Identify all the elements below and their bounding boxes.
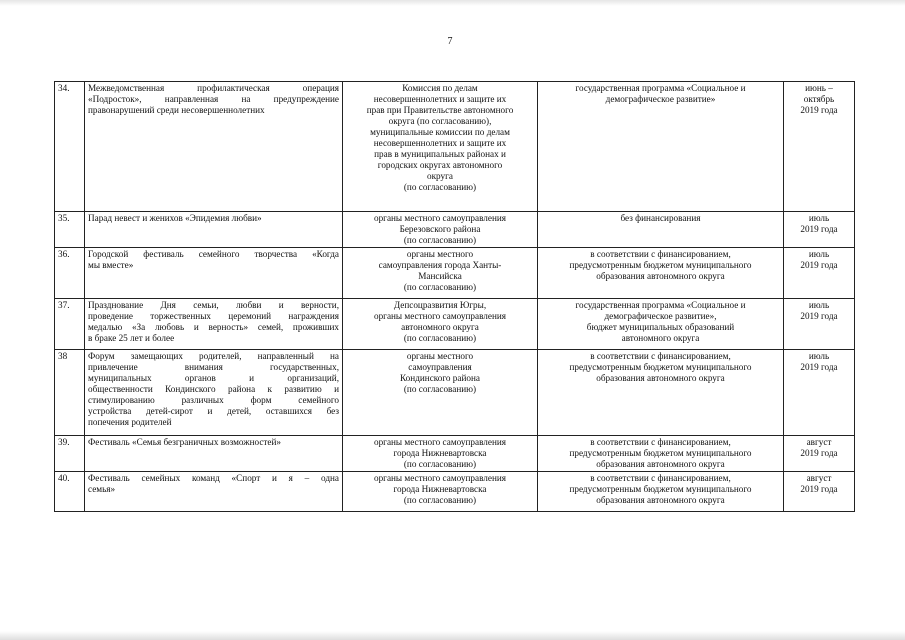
table-body: [55, 82, 855, 512]
event-line: правонарушений среди несовершеннолетних: [88, 105, 265, 115]
organizer-cell: [343, 472, 538, 512]
table-row: [55, 82, 855, 212]
event-line: Форум замещающих родителей, направленный на: [88, 351, 339, 361]
date-line: 2019 года: [800, 224, 838, 234]
table-row: [55, 350, 855, 436]
financing-cell: [538, 350, 784, 436]
date-line: 2019 года: [800, 362, 838, 372]
financing-cell: [538, 472, 784, 512]
event-cell: [85, 82, 343, 212]
organizer-line: (по согласованию): [403, 333, 477, 343]
event-line: Городской фестиваль семейного творчества «Когда: [88, 249, 339, 259]
organizer-line: города Нижневартовска: [393, 448, 487, 458]
event-line: мы вместе»: [88, 260, 134, 270]
page-number: 7: [447, 36, 453, 47]
organizer-cell: [343, 212, 538, 248]
organizer-cell: [343, 82, 538, 212]
event-line: проведение торжественных церемоний награждения: [88, 311, 339, 321]
date-line: август: [806, 473, 832, 483]
organizer-line: округа: [427, 171, 453, 181]
event-cell: [85, 299, 343, 350]
organizer-line: несовершеннолетних и защите их: [373, 138, 507, 148]
financing-line: в соответствии с финансированием,: [590, 249, 731, 259]
financing-line: в соответствии с финансированием,: [590, 437, 731, 447]
event-line: попечения родителей: [88, 417, 172, 427]
event-schedule-table: [54, 81, 855, 512]
organizer-line: Березовского района: [399, 224, 481, 234]
financing-line: бюджет муниципальных образований: [586, 322, 735, 332]
event-line: Межведомственная профилактическая операция: [88, 83, 339, 93]
row-number-cell: 35.: [55, 212, 85, 248]
financing-line: демографическое развитие»,: [604, 311, 717, 321]
organizer-line: городских округах автономного: [377, 160, 503, 170]
date-cell: [784, 350, 855, 436]
financing-line: образования автономного округа: [596, 459, 725, 469]
financing-line: демографическое развитие»: [605, 94, 716, 104]
scan-edge-bottom: [0, 631, 905, 640]
date-line: июнь –: [805, 83, 833, 93]
date-line: 2019 года: [800, 311, 838, 321]
date-cell: [784, 436, 855, 472]
date-line: июль: [808, 213, 830, 223]
date-cell: [784, 212, 855, 248]
organizer-line: (по согласованию): [403, 182, 477, 192]
financing-line: предусмотренным бюджетом муниципального: [569, 484, 752, 494]
organizer-line: (по согласованию): [403, 459, 477, 469]
event-line: привлечение внимания государственных,: [88, 362, 339, 372]
financing-cell: [538, 436, 784, 472]
organizer-line: автономного округа: [401, 322, 479, 332]
financing-line: образования автономного округа: [596, 271, 725, 281]
event-line: Фестиваль семейных команд «Спорт и я – одна: [88, 473, 339, 483]
date-cell: [784, 82, 855, 212]
row-number-cell: 34.: [55, 82, 85, 212]
organizer-line: органы местного: [406, 351, 474, 361]
event-line: медалью «За любовь и верность» семей, проживших: [88, 322, 339, 332]
financing-cell: [538, 212, 784, 248]
organizer-line: округа (по согласованию),: [388, 116, 492, 126]
table-row: [55, 436, 855, 472]
event-line: устройства детей-сирот и детей, оставшихся без: [88, 406, 339, 416]
organizer-cell: [343, 299, 538, 350]
date-cell: [784, 299, 855, 350]
financing-line: образования автономного округа: [596, 495, 725, 505]
event-cell: [85, 248, 343, 299]
organizer-line: органы местного самоуправления: [373, 311, 507, 321]
financing-line: государственная программа «Социальное и: [575, 83, 746, 93]
organizer-line: органы местного самоуправления: [373, 213, 507, 223]
organizer-line: Депсоцразвития Югры,: [393, 300, 487, 310]
financing-line: без финансирования: [620, 213, 701, 223]
financing-cell: [538, 82, 784, 212]
organizer-line: муниципальные комиссии по делам: [370, 127, 510, 137]
event-line: стимулированию различных форм семейного: [88, 395, 339, 405]
date-line: 2019 года: [800, 105, 838, 115]
row-number-cell: 37.: [55, 299, 85, 350]
row-number-cell: 36.: [55, 248, 85, 299]
event-line: в браке 25 лет и более: [88, 333, 175, 343]
table-row: [55, 299, 855, 350]
organizer-line: (по согласованию): [403, 495, 477, 505]
date-line: август: [806, 437, 832, 447]
organizer-line: прав при Правительстве автономного: [366, 105, 514, 115]
event-line: «Подросток», направленная на предупреждение: [88, 94, 339, 104]
organizer-cell: [343, 248, 538, 299]
financing-line: автономного округа: [621, 333, 700, 343]
event-cell: [85, 436, 343, 472]
organizer-cell: [343, 436, 538, 472]
financing-line: образования автономного округа: [596, 373, 725, 383]
organizer-line: (по согласованию): [403, 235, 477, 245]
financing-line: государственная программа «Социальное и: [575, 300, 746, 310]
organizer-line: самоуправления города Ханты-: [378, 260, 502, 270]
row-number-cell: 40.: [55, 472, 85, 512]
organizer-line: (по согласованию): [403, 282, 477, 292]
financing-line: предусмотренным бюджетом муниципального: [569, 448, 752, 458]
organizer-line: (по согласованию): [403, 384, 477, 394]
organizer-line: Кондинского района: [400, 373, 480, 383]
organizer-line: города Нижневартовска: [393, 484, 487, 494]
date-line: июль: [808, 300, 830, 310]
table-row: [55, 472, 855, 512]
event-line: общественности Кондинского района к развитию и: [88, 384, 339, 394]
row-number-cell: 39.: [55, 436, 85, 472]
organizer-cell: [343, 350, 538, 436]
financing-line: предусмотренным бюджетом муниципального: [569, 260, 752, 270]
event-line: Фестиваль «Семья безграничных возможностей»: [88, 437, 282, 447]
financing-cell: [538, 299, 784, 350]
organizer-line: самоуправления: [408, 362, 472, 372]
event-line: муниципальных органов и организаций,: [88, 373, 339, 383]
date-line: 2019 года: [800, 260, 838, 270]
event-cell: [85, 212, 343, 248]
event-cell: [85, 350, 343, 436]
organizer-line: прав в муниципальных районах и: [374, 149, 506, 159]
date-line: 2019 года: [800, 484, 838, 494]
financing-cell: [538, 248, 784, 299]
financing-line: предусмотренным бюджетом муниципального: [569, 362, 752, 372]
date-line: июль: [808, 249, 830, 259]
event-line: Празднование Дня семьи, любви и верности,: [88, 300, 339, 310]
financing-line: в соответствии с финансированием,: [590, 473, 731, 483]
date-line: октябрь: [803, 94, 835, 104]
organizer-line: Комиссия по делам: [402, 83, 478, 93]
organizer-line: Мансийска: [418, 271, 462, 281]
table-row: [55, 248, 855, 299]
date-cell: [784, 248, 855, 299]
organizer-line: несовершеннолетних и защите их: [373, 94, 507, 104]
date-cell: [784, 472, 855, 512]
row-number-cell: 38: [55, 350, 85, 436]
event-cell: [85, 472, 343, 512]
event-line: семья»: [88, 484, 116, 494]
table-row: [55, 212, 855, 248]
date-line: 2019 года: [800, 448, 838, 458]
scan-edge-top: [0, 0, 905, 6]
date-line: июль: [808, 351, 830, 361]
organizer-line: органы местного самоуправления: [373, 437, 507, 447]
financing-line: в соответствии с финансированием,: [590, 351, 731, 361]
event-line: Парад невест и женихов «Эпидемия любви»: [88, 213, 262, 223]
organizer-line: органы местного самоуправления: [373, 473, 507, 483]
organizer-line: органы местного: [406, 249, 474, 259]
